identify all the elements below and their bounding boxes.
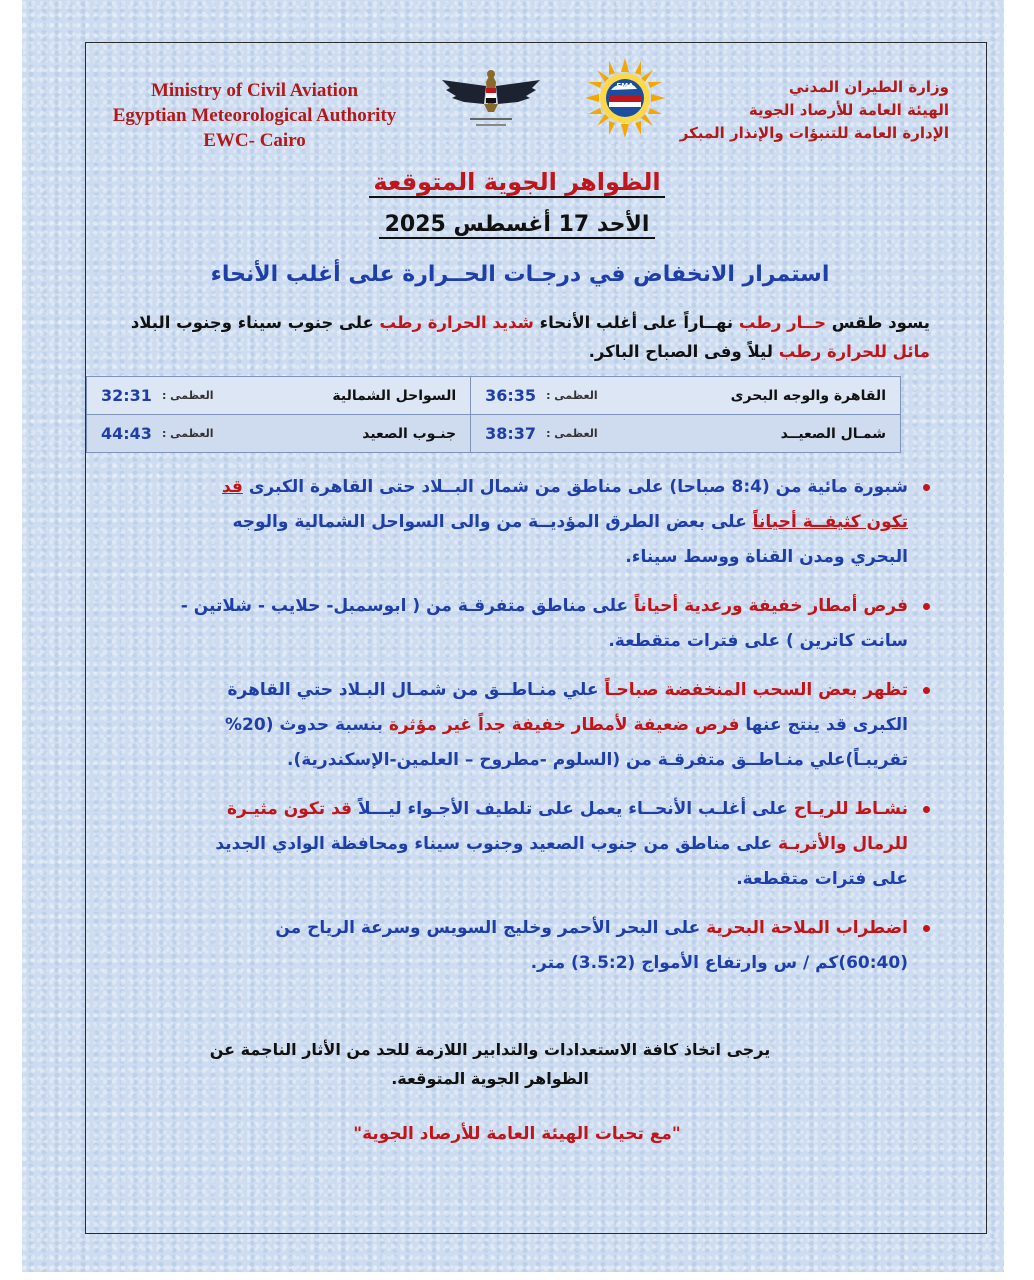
bullet-segment: قد تكون مثيـرة للرمال والأتربـة — [226, 799, 908, 854]
temp-cell — [87, 415, 471, 453]
temp-cell — [471, 377, 901, 415]
max-temp-value: 38:37 — [485, 424, 537, 443]
bullet-segment: تظهر بعض السحب المنخفضة صباحـاً — [604, 680, 908, 700]
table-row — [87, 415, 901, 453]
region-name: القاهرة والوجه البحرى — [730, 387, 886, 404]
intro-segment: يسود طقس — [825, 313, 930, 332]
bullet-dot-icon — [923, 806, 930, 813]
bullet-segment: فرص ضعيفة لأمطار خفيفة جداً غير مؤثرة — [388, 715, 740, 735]
bullet-segment: شبورة مائية من (8:4 صباحا) على مناطق من شمال البــلاد حتى القاهرة الكبرى — [242, 477, 908, 497]
header-en-line: Egyptian Meteorological Authority — [112, 105, 397, 126]
header-ar-line: الإدارة العامة للتنبؤات والإنذار المبكر — [679, 124, 949, 142]
temp-cell — [87, 377, 471, 415]
bullet-dot-icon — [923, 687, 930, 694]
forecast-bullet — [178, 673, 908, 778]
bullet-dot-icon — [923, 603, 930, 610]
temperature-table — [86, 376, 901, 453]
forecast-bullet — [178, 792, 908, 897]
max-label: العظمى : — [161, 427, 214, 440]
intro-segment: ليلاً وفى الصباح الباكر. — [588, 342, 779, 361]
headline: استمرار الانخفاض في درجـات الحــرارة على أغلب الأنحاء — [210, 262, 830, 287]
max-label: العظمى : — [161, 389, 214, 402]
bullet-segment: بنسبة حدوث (20% تقريبـاً)علي منـاطــق متفرقـة من (السلوم -مطروح – العلمين-الإسكندرية). — [224, 715, 908, 770]
bulletin-date: الأحد 17 أغسطس 2025 — [379, 212, 656, 239]
intro-paragraph — [115, 308, 930, 366]
table-row — [87, 377, 901, 415]
intro-segment: على جنوب سيناء وجنوب البلاد — [130, 313, 380, 332]
max-temp-value: 36:35 — [485, 386, 537, 405]
bullet-segment: على مناطق من جنوب الصعيد وجنوب سيناء ومحافظة الوادي الجديد على فترات متقطعة. — [215, 834, 908, 889]
bullet-segment: اضطراب الملاحة البحرية — [706, 918, 908, 938]
intro-segment: حــار رطب — [738, 313, 826, 332]
intro-segment: شديد الحرارة رطب — [379, 313, 534, 332]
header-arabic — [629, 76, 949, 145]
intro-segment: مائل للحرارة رطب — [778, 342, 930, 361]
bullet-dot-icon — [923, 925, 930, 932]
bullet-segment: على بعض الطرق المؤديــة من والى السواحل الشمالية والوجه البحري ومدن القناة ووسط سيناء. — [232, 512, 908, 567]
intro-segment: نهــاراً على أغلب الأنحاء — [533, 313, 739, 332]
forecast-bullet — [178, 470, 908, 575]
max-temp-value: 32:31 — [101, 386, 152, 405]
bullet-segment: نشـاط للريـاح — [793, 799, 908, 819]
bullet-segment: قد تكون كثيفــة أحياناً — [221, 477, 908, 532]
bullet-segment: فرص أمطار خفيفة ورعدية أحياناً — [634, 596, 908, 616]
bullet-segment: على البحر الأحمر وخليج السويس وسرعة الرياح من (60:40)كم / س وارتفاع الأمواج (3.5:2) متر. — [275, 918, 908, 973]
bulletin-title-wrap — [0, 168, 1034, 196]
bullet-dot-icon — [923, 484, 930, 491]
header-en-line: EWC- Cairo — [203, 130, 306, 151]
bullet-segment: علي منـاطــق من شمـال البـلاد حتي القاهرة الكبرى قد ينتج عنها — [227, 680, 908, 735]
bullet-segment: على أغلـب الأنحــاء يعمل على تلطيف الأجـواء ليـــلاً — [352, 799, 794, 819]
civil-aviation-eagle-logo — [440, 66, 542, 134]
max-temp-value: 44:43 — [101, 424, 152, 443]
forecast-bullets — [178, 470, 908, 995]
bulletin-date-wrap — [0, 212, 1034, 237]
region-name: السواحل الشمالية — [332, 387, 457, 404]
bulletin-title: الظواهر الجوية المتوقعة — [369, 168, 664, 198]
temp-cell — [471, 415, 901, 453]
bullet-segment: على مناطق متفرقـة من ( ابوسمبل- حلايب - شلاتين - سانت كاترين ) على فترات متقطعة. — [180, 596, 908, 651]
region-name: شمـال الصعيــد — [780, 425, 886, 442]
header-ar-line: وزارة الطيران المدني — [788, 78, 949, 96]
header-english — [82, 78, 427, 153]
closing-line: الظواهر الجوية المتوقعة. — [391, 1069, 589, 1088]
region-name: جنـوب الصعيد — [362, 425, 457, 442]
forecast-bullet — [178, 911, 908, 981]
header-ar-line: الهيئة العامة للأرصاد الجوية — [748, 101, 949, 119]
closing-note — [180, 1035, 800, 1093]
sign-off: "مع تحيات الهيئة العامة للأرصاد الجوية" — [353, 1124, 681, 1144]
closing-line: يرجى اتخاذ كافة الاستعدادات والتدابير اللازمة للحد من الأثار الناجمة عن — [209, 1040, 771, 1059]
max-label: العظمى : — [546, 427, 598, 440]
header-en-line: Ministry of Civil Aviation — [150, 80, 359, 101]
max-label: العظمى : — [546, 389, 598, 402]
ema-logo-text: EMA — [616, 82, 634, 90]
forecast-bullet — [178, 589, 908, 659]
